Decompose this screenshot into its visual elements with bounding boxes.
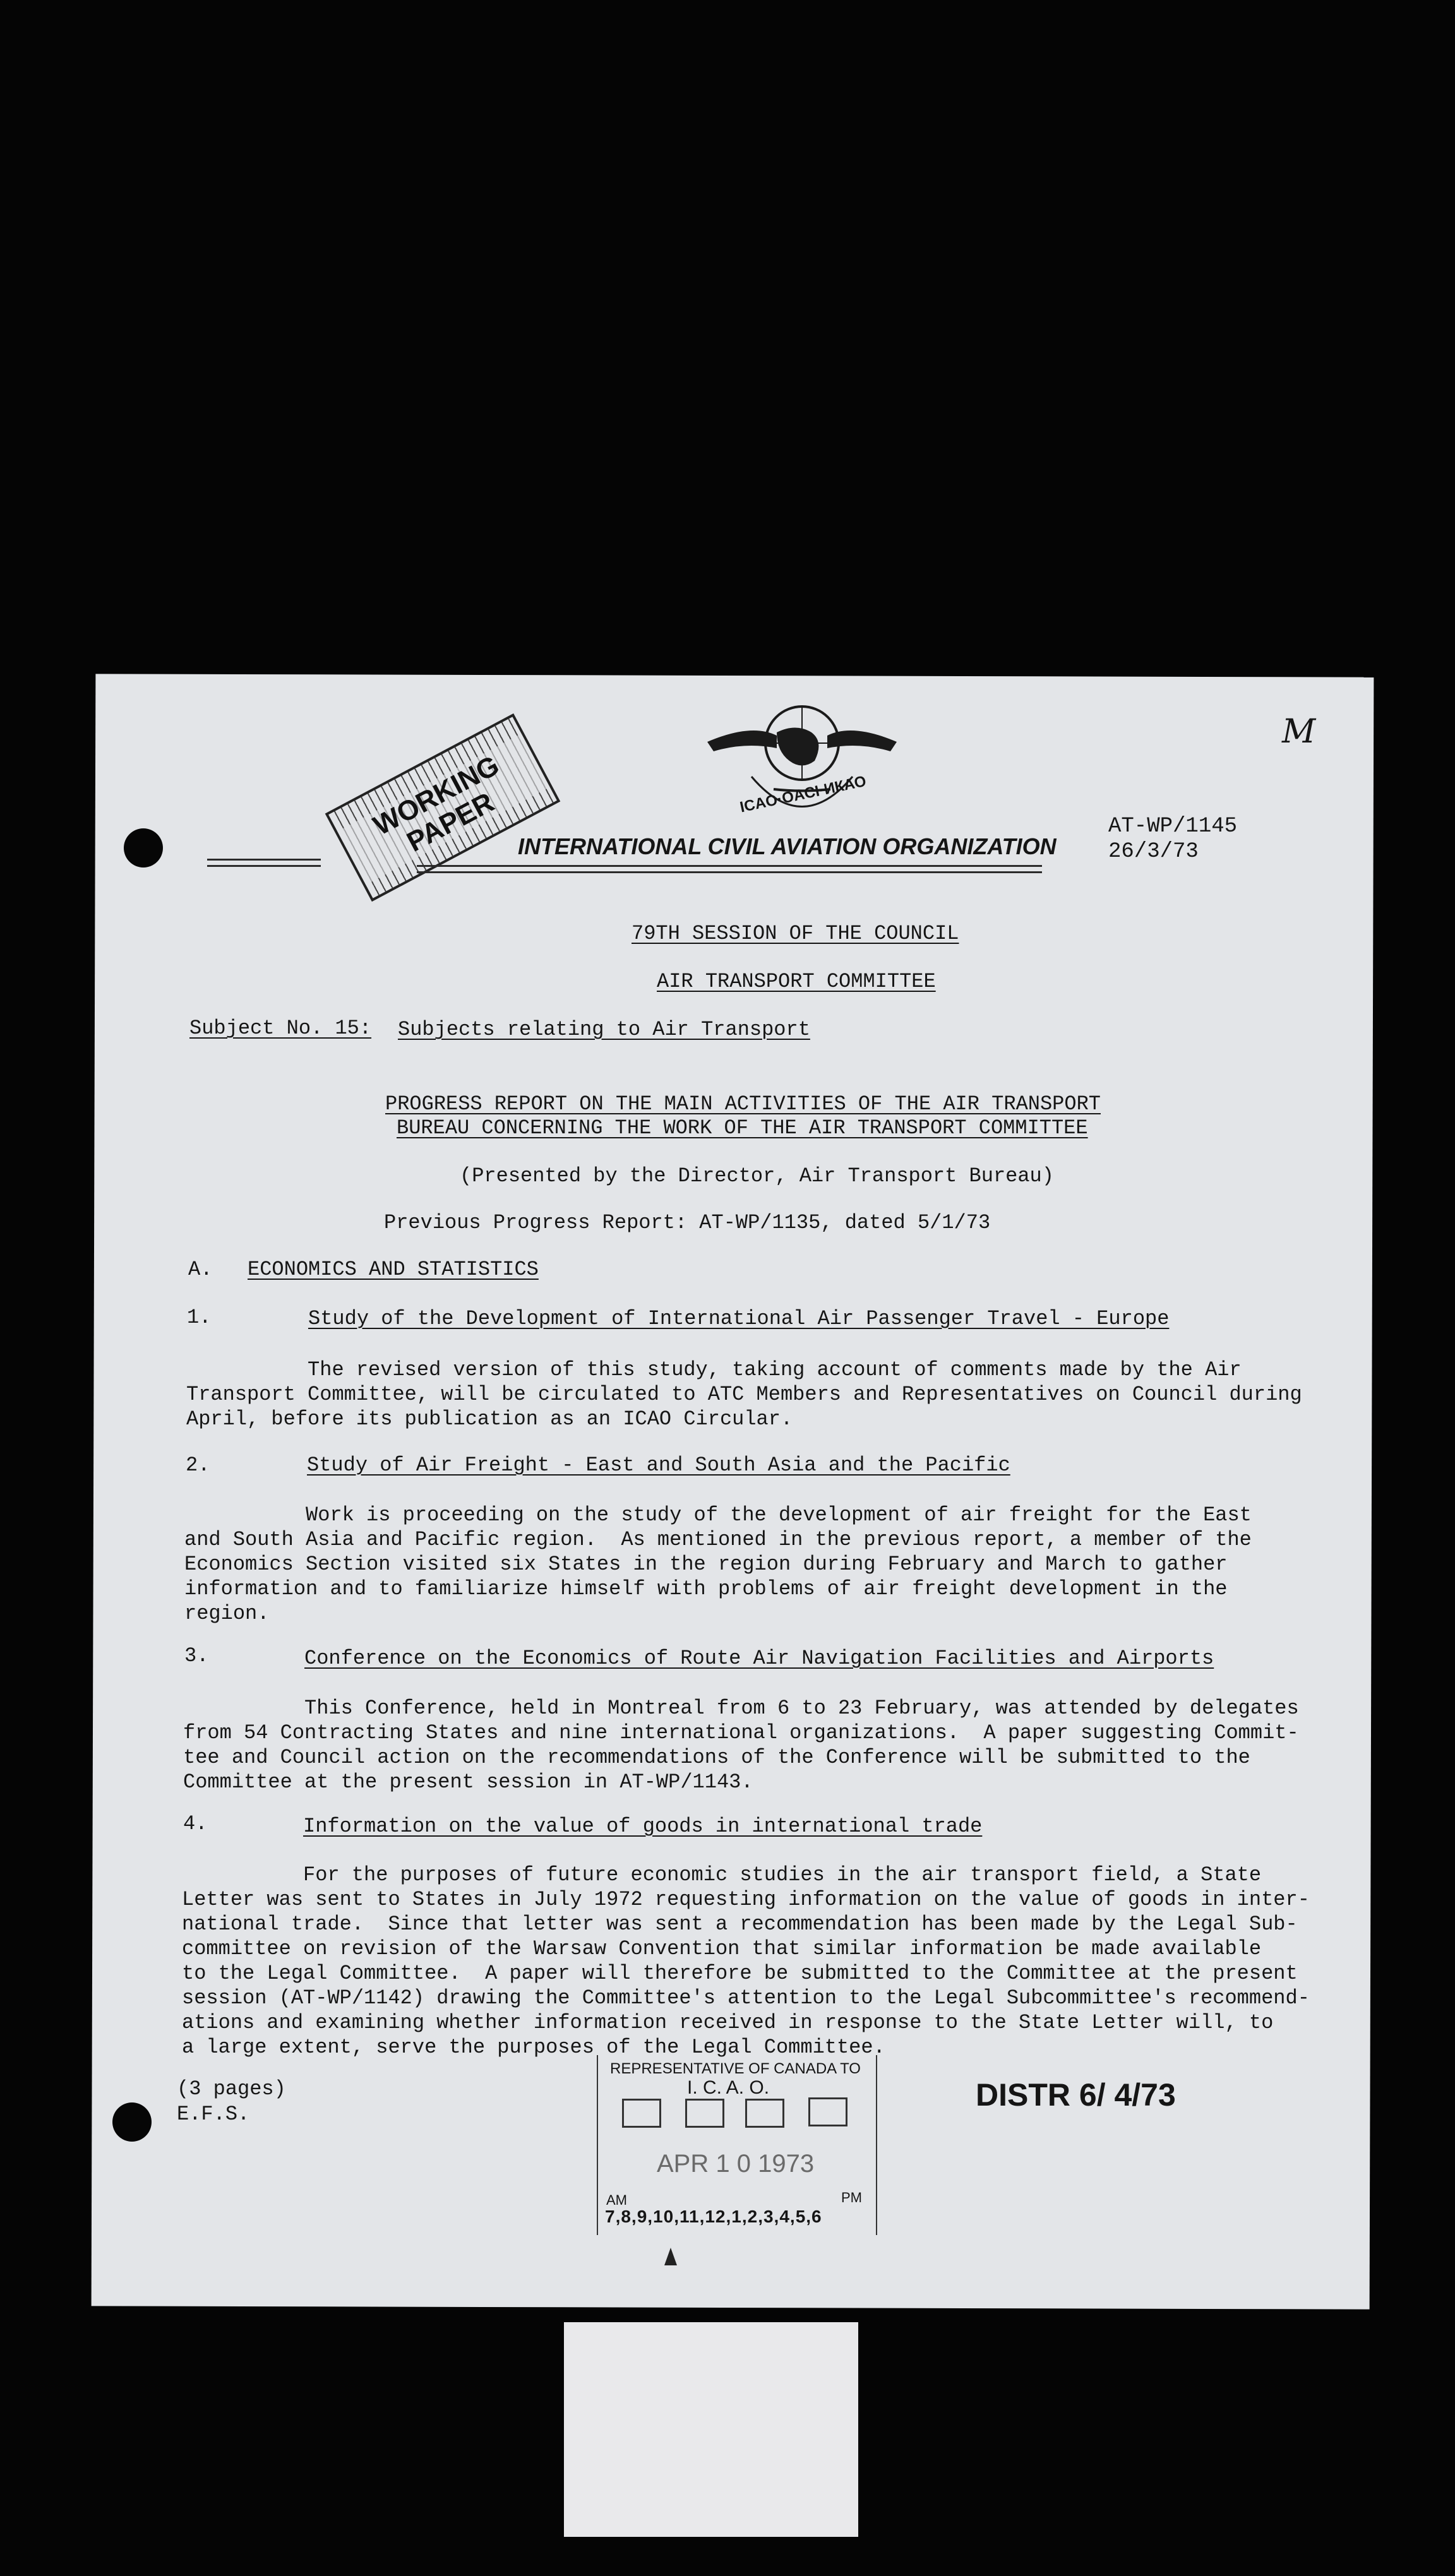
item-3-heading: Conference on the Economics of Route Air Navigation Facilities and Airports [304, 1647, 1214, 1670]
session-title: 79TH SESSION OF THE COUNCIL [632, 922, 959, 945]
subject-label: Subject No. 15: [189, 1017, 372, 1040]
item-4-body: For the purposes of future economic studies in the air transport field, a State Letter was sent to States in July 1972 requesting information on the value of goods in inter- national trade. Since that letter was sent a recommendation has been made by the Legal Sub- committee on revision of the Warsaw Convention that similar information be made available to the Legal Committee. A paper will therefore be submitted to the Committee at the present session (AT-WP/1142) drawing the Committee's attention to the Legal Subcommittee's recommend- ations and examining whether information received in response to the State Letter will, to a large extent, serve the purposes of the Legal Committee. [182, 1863, 1310, 2059]
stamp-arrow-icon [664, 2248, 677, 2265]
author-initials: E.F.S. [177, 2102, 250, 2126]
document-date: 26/3/73 [1108, 840, 1199, 864]
stamp-pm: PM [841, 2190, 862, 2205]
punch-hole-top [124, 828, 163, 868]
stamp-line2: I. C. A. O. [687, 2077, 770, 2098]
punch-hole-bottom [112, 2102, 152, 2142]
stamp-box-2 [685, 2099, 724, 2128]
item-4-number: 4. [183, 1812, 208, 1835]
stamp-box-3 [745, 2099, 784, 2128]
working-paper-text: WORKING PAPER [337, 734, 549, 885]
item-2-heading: Study of Air Freight - East and South Asia and the Pacific [307, 1453, 1010, 1477]
presented-by: (Presented by the Director, Air Transport Bureau) [460, 1164, 1054, 1188]
stamp-am: AM [606, 2192, 627, 2208]
header-rule-left [207, 859, 321, 861]
header-rule-right [417, 865, 1042, 867]
page-count: (3 pages) [177, 2077, 286, 2101]
distribution-date: DISTR 6/ 4/73 [976, 2077, 1176, 2113]
previous-report: Previous Progress Report: AT-WP/1135, dated 5/1/73 [384, 1211, 991, 1234]
header-rule-left-2 [207, 865, 321, 867]
icao-logo [701, 698, 903, 830]
icao-logo-text: ICAO·OACI·ИКАО [738, 772, 868, 816]
stamp-box-1 [622, 2099, 661, 2128]
item-2-body: Work is proceeding on the study of the development of air freight for the East and South Asia and Pacific region. As mentioned in the previous report, a member of the Economics Section visited six States in the region during February and March to gather information and to familiarize himself with problems of air freight development in the region. [184, 1503, 1252, 1625]
header-rule-right-2 [417, 871, 1042, 873]
committee-title: AIR TRANSPORT COMMITTEE [657, 970, 936, 993]
item-3-number: 3. [184, 1644, 209, 1667]
icao-emblem-icon [701, 698, 903, 830]
paper-stub [564, 2322, 858, 2537]
item-3-body: This Conference, held in Montreal from 6 to 23 February, was attended by delegates from 54 Contracting States and nine international organizations. A paper suggesting Commit- tee and Council action on the recommendations of the Conference will be submitted to the Committee at the present session in AT-WP/1143. [183, 1696, 1299, 1794]
stamp-date: APR 1 0 1973 [657, 2150, 815, 2178]
stamp-line1: REPRESENTATIVE OF CANADA TO [610, 2060, 861, 2077]
stamp-box-4 [808, 2097, 847, 2126]
item-1-number: 1. [187, 1306, 212, 1329]
document-number: AT-WP/1145 [1108, 814, 1238, 838]
organization-name: INTERNATIONAL CIVIL AVIATION ORGANIZATION [518, 833, 1057, 859]
section-a-number: A. [188, 1258, 213, 1281]
item-2-number: 2. [186, 1453, 210, 1477]
report-title-line1: PROGRESS REPORT ON THE MAIN ACTIVITIES OF THE AIR TRANSPORT [385, 1092, 1101, 1116]
corner-handwritten-mark: M [1282, 713, 1316, 751]
item-1-heading: Study of the Development of International Air Passenger Travel - Europe [308, 1307, 1170, 1330]
report-title-line2: BUREAU CONCERNING THE WORK OF THE AIR TRANSPORT COMMITTEE [397, 1116, 1088, 1140]
item-4-heading: Information on the value of goods in international trade [303, 1815, 983, 1838]
subject-text: Subjects relating to Air Transport [398, 1018, 810, 1041]
item-1-body: The revised version of this study, taking account of comments made by the Air Transport Committee, will be circulated to ATC Members and Representatives on Council during April, before its publication as an ICAO Circular. [186, 1358, 1302, 1431]
section-a-title: ECONOMICS AND STATISTICS [248, 1258, 539, 1281]
stamp-hour-numbers: 7,8,9,10,11,12,1,2,3,4,5,6 [605, 2207, 822, 2226]
